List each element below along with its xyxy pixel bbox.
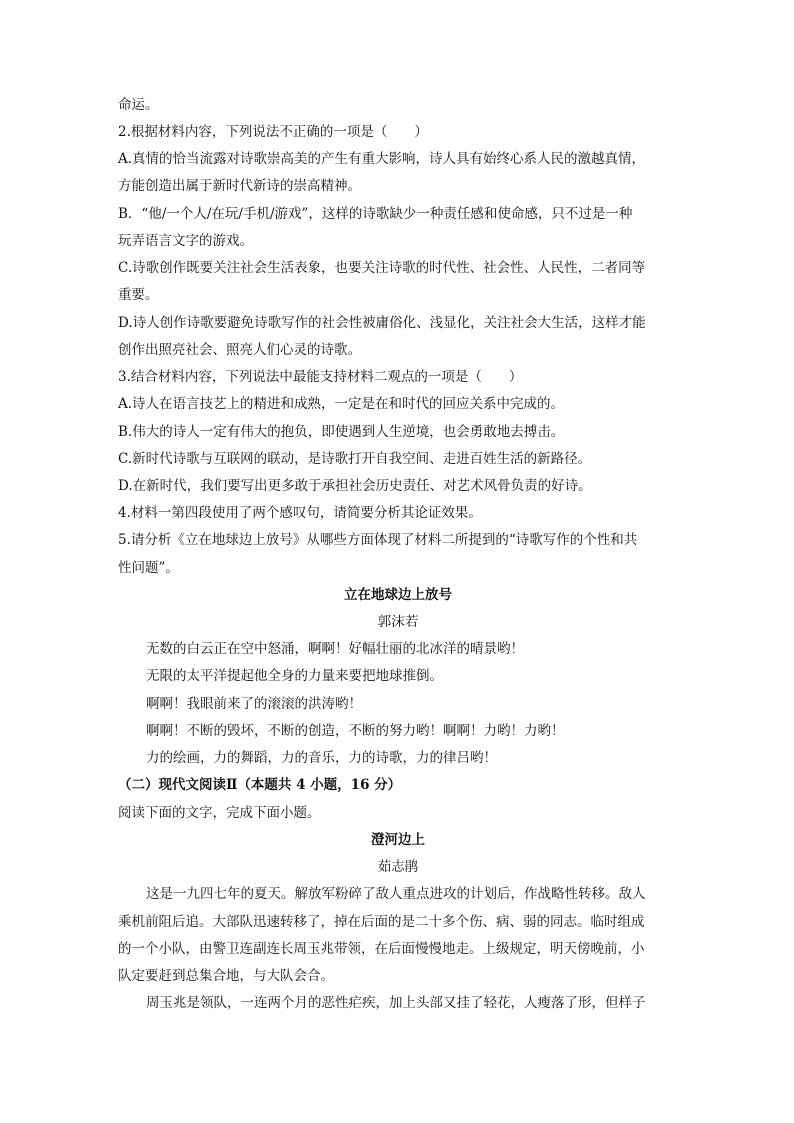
option-3d: D.在新时代，我们要写出更多敢于承担社会历史责任、对艺术风骨负责的好诗。 (118, 478, 592, 494)
option-3c: C.新时代诗歌与互联网的联动，是诗歌打开自我空间、走进百姓生活的新路径。 (118, 451, 592, 467)
option-2b: B．“他/一个人/在玩/手机/游戏”，这样的诗歌缺少一种责任感和使命感，只不过是一种 (118, 206, 633, 222)
section-heading: （二）现代文阅读Ⅱ（本题共 4 小题，16 分） (118, 777, 402, 793)
question-2: 2.根据材料内容，下列说法不正确的一项是（ ） (118, 124, 428, 140)
option-2c: C.诗歌创作既要关注社会生活表象，也要关注诗歌的时代性、社会性、人民性，二者同等 (118, 260, 646, 276)
option-2c-cont: 重要。 (118, 287, 159, 303)
poem-verse: 无数的白云正在空中怒涌，啊啊！好幅壮丽的北冰洋的晴景哟！ (146, 641, 524, 657)
poem-verse: 啊啊！我眼前来了的滚滚的洪涛哟！ (146, 696, 362, 712)
story-paragraph-line: 队定要赶到总集合地，与大队会合。 (118, 968, 334, 984)
story-paragraph-line: 周玉兆是领队，一连两个月的恶性疟疾，加上头部又挂了轻花，人瘦落了形，但样子 (146, 995, 646, 1011)
story-paragraph-line: 的一个小队，由警卫连副连长周玉兆带领，在后面慢慢地走。上级规定，明天傍晚前，小 (118, 941, 645, 957)
story-author: 茹志鹃 (377, 859, 419, 875)
poem-title: 立在地球边上放号 (344, 587, 452, 603)
text-line: 命运。 (118, 97, 159, 113)
option-2a-cont: 方能创造出属于新时代新诗的崇高精神。 (118, 178, 361, 194)
story-paragraph-line: 乘机前阻后追。大部队迅速转移了，掉在后面的是二十多个伤、病、弱的同志。临时组成 (118, 914, 645, 930)
option-2a: A.真情的恰当流露对诗歌崇高美的产生有重大影响，诗人具有始终心系人民的激越真情， (118, 151, 646, 167)
option-2b-cont: 玩弄语言文字的游戏。 (118, 233, 253, 249)
poem-author: 郭沫若 (377, 614, 419, 630)
option-3a: A.诗人在语言技艺上的精进和成熟，一定是在和时代的回应关系中完成的。 (118, 396, 565, 412)
poem-verse: 无限的太平洋提起他全身的力量来要把地球推倒。 (146, 668, 443, 684)
poem-verse: 力的绘画，力的舞蹈，力的音乐，力的诗歌，力的律吕哟！ (146, 750, 497, 766)
story-paragraph-line: 这是一九四七年的夏天。解放军粉碎了敌人重点进攻的计划后，作战略性转移。敌人 (146, 886, 646, 902)
option-3b: B.伟大的诗人一定有伟大的抱负，即使遇到人生逆境，也会勇敢地去搏击。 (118, 424, 565, 440)
option-2d-cont: 创作出照亮社会、照亮人们心灵的诗歌。 (118, 342, 361, 358)
section-instruction: 阅读下面的文字，完成下面小题。 (118, 805, 321, 821)
question-3: 3.结合材料内容，下列说法中最能支持材料二观点的一项是（ ） (118, 369, 523, 385)
poem-verse: 啊啊！不断的毁坏，不断的创造，不断的努力哟！啊啊！力哟！力哟！ (146, 723, 565, 739)
question-4: 4.材料一第四段使用了两个感叹句，请简要分析其论证效果。 (118, 505, 482, 521)
question-5-cont: 性问题”。 (118, 560, 179, 576)
question-5: 5.请分析《立在地球边上放号》从哪些方面体现了材料二所提到的“诗歌写作的个性和共 (118, 532, 638, 548)
story-title: 澄河边上 (371, 832, 425, 848)
option-2d: D.诗人创作诗歌要避免诗歌写作的社会性被庸俗化、浅显化，关注社会大生活，这样才能 (118, 315, 646, 331)
